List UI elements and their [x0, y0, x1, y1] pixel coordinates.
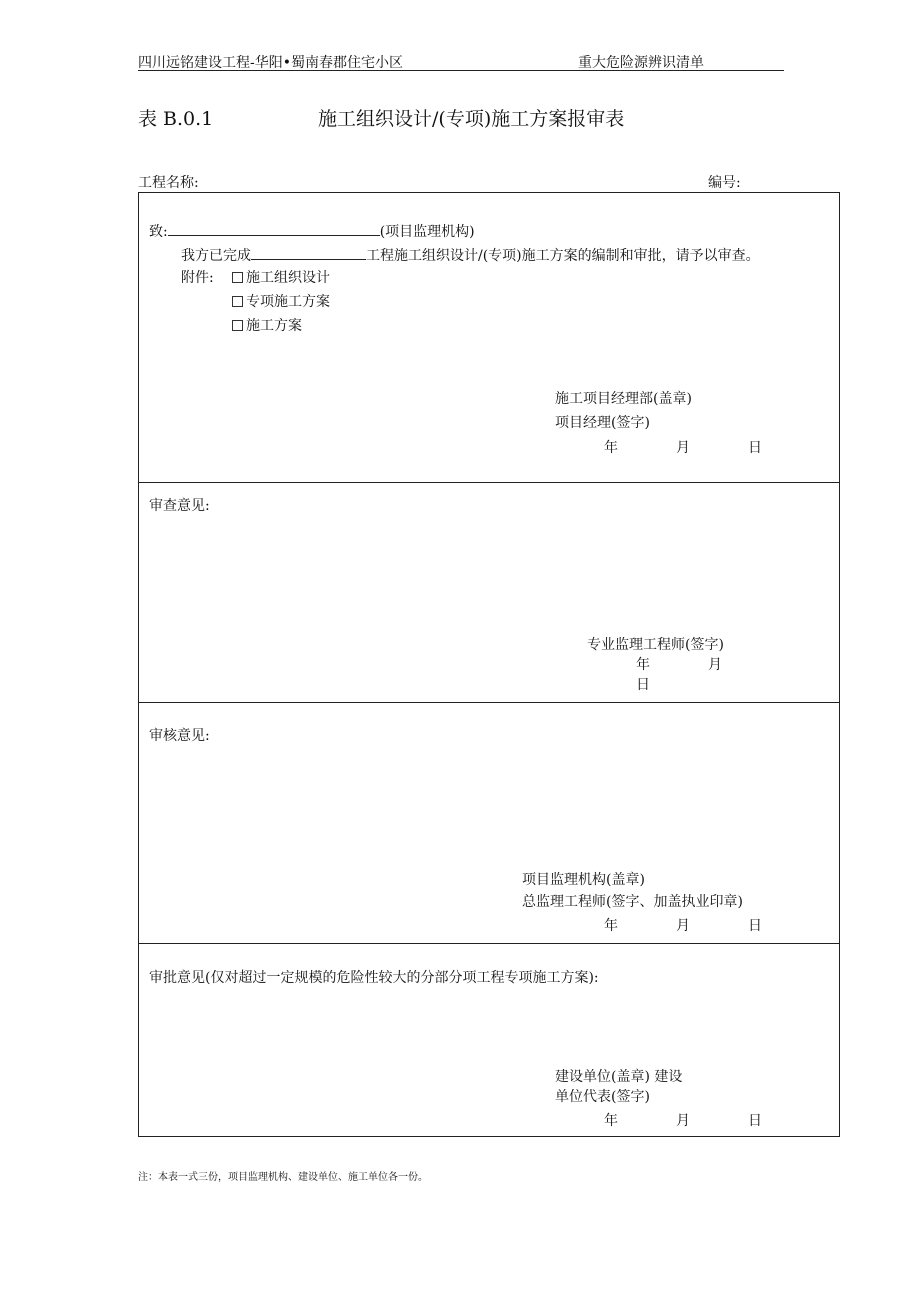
date-year: 年 [604, 918, 618, 934]
examination-opinion-label: 审查意见: [149, 498, 210, 514]
page-title: 施工组织设计/(专项)施工方案报审表 [318, 108, 625, 130]
body-suffix: 工程施工组织设计/(专项)施工方案的编制和审批，请予以审查。 [366, 248, 760, 264]
attachment-item[interactable] [232, 317, 302, 335]
project-name-label: 工程名称: [138, 175, 199, 191]
audit-opinion-label: 审核意见: [149, 728, 210, 744]
checkbox-icon[interactable] [232, 272, 243, 283]
table-number: 表 B.0.1 [138, 108, 214, 130]
checkbox-icon[interactable] [232, 296, 243, 307]
checkbox-icon[interactable] [232, 320, 243, 331]
approval-section [139, 944, 839, 1136]
examination-section [139, 483, 839, 703]
body-line [181, 245, 760, 265]
to-suffix: (项目监理机构) [379, 224, 475, 240]
header-rule [138, 70, 784, 71]
date-day: 日 [748, 1113, 762, 1129]
date-day: 日 [636, 677, 650, 693]
submission-section [139, 193, 839, 483]
contractor-seal-label: 施工项目经理部(盖章) [555, 391, 692, 407]
supervisor-org-blank[interactable] [168, 221, 380, 236]
date-month: 月 [676, 918, 690, 934]
to-line [149, 221, 475, 241]
date-month: 月 [708, 657, 722, 673]
review-form [138, 192, 840, 1137]
project-manager-signature-label: 项目经理(签字) [555, 415, 650, 431]
owner-representative-signature-label: 单位代表(签字) [555, 1089, 650, 1105]
date-day: 日 [748, 440, 762, 456]
to-label: 致: [149, 224, 168, 240]
header-doc-name: 重大危险源辨识清单 [578, 55, 704, 71]
owner-seal-label: 建设单位(盖章) 建设 [555, 1069, 683, 1085]
attachment-item[interactable] [232, 269, 330, 287]
header-project-name: 四川远铭建设工程-华阳•蜀南春郡住宅小区 [138, 55, 403, 71]
audit-section [139, 703, 839, 944]
attachment-item-label: 专项施工方案 [246, 294, 330, 310]
date-year: 年 [636, 657, 650, 673]
attachment-item-label: 施工方案 [246, 318, 302, 334]
date-day: 日 [748, 918, 762, 934]
chief-engineer-signature-label: 总监理工程师(签字、加盖执业印章) [522, 894, 743, 910]
date-year: 年 [604, 440, 618, 456]
approval-opinion-label: 审批意见(仅对超过一定规模的危险性较大的分部分项工程专项施工方案): [149, 970, 599, 986]
attachment-label: 附件: [181, 270, 214, 286]
date-year: 年 [604, 1113, 618, 1129]
footnote: 注：本表一式三份，项目监理机构、建设单位、施工单位各一份。 [138, 1172, 428, 1183]
supervisor-org-seal-label: 项目监理机构(盖章) [522, 872, 645, 888]
number-label: 编号: [708, 175, 741, 191]
body-prefix: 我方已完成 [181, 248, 251, 264]
supervising-engineer-signature-label: 专业监理工程师(签字) [587, 637, 724, 653]
date-month: 月 [676, 1113, 690, 1129]
date-month: 月 [676, 440, 690, 456]
attachment-item[interactable] [232, 293, 330, 311]
attachment-item-label: 施工组织设计 [246, 270, 330, 286]
project-blank[interactable] [251, 245, 366, 260]
